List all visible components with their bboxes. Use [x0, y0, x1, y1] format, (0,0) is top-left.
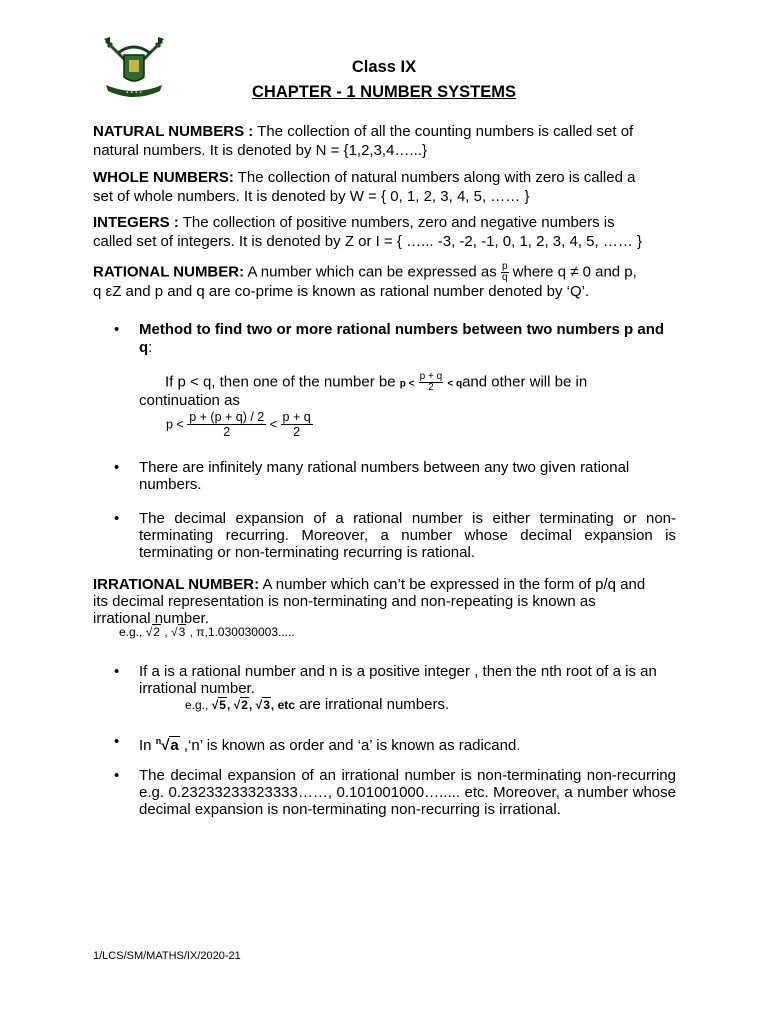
rational-line1b: where q ≠ 0 and p, [512, 263, 637, 281]
integers-line1: The collection of positive numbers, zero and negative numbers is [178, 214, 615, 231]
infinitely-many-bullet: There are infinitely many rational numbers between any two given rational numbers. [139, 459, 630, 493]
natural-line1: The collection of all the counting numbers is called set of [253, 123, 634, 140]
rational-line1a: A number which can be expressed as [244, 263, 501, 281]
chapter-title: CHAPTER - 1 NUMBER SYSTEMS [251, 83, 517, 101]
whole-line2: set of whole numbers. It is denoted by W = { 0, 1, 2, 3, 4, 5, …… } [93, 187, 530, 205]
method-heading: Method to find two or more rational numbers between two numbers p and q: [139, 321, 665, 356]
whole-line1: The collection of natural numbers along with zero is called a [233, 169, 636, 186]
integers-term: INTEGERS : [93, 214, 179, 231]
natural-numbers-term: NATURAL NUMBERS : [93, 123, 254, 140]
sqrt-5-symbol: √5 [211, 698, 226, 712]
decimal-irrational-bullet: The decimal expansion of an irrational number is non-terminating non-recurring e.g. 0.23233233323333……, 0.101001000…..... etc. Moreover, a number whose decimal expansion is non-terminating non-recurring is irrational. [139, 767, 676, 818]
footer-reference: 1/LCS/SM/MATHS/IX/2020-21 [93, 950, 241, 962]
rational-number-term: RATIONAL NUMBER: [93, 263, 245, 281]
whole-numbers-term: WHOLE NUMBERS: [93, 169, 234, 186]
irrational-number-term: IRRATIONAL NUMBER: [93, 576, 260, 593]
bullet-icon: • [114, 321, 120, 338]
method-line-c: continuation as [139, 392, 240, 409]
natural-numbers-paragraph [93, 123, 683, 160]
p-over-q-fraction: $\frac{p}{q}$ [501, 261, 508, 283]
svg-text:• • • •: • • • • [125, 90, 143, 96]
nested-fraction: $\frac{p + (p + q) / 2}{2}$ [189, 410, 265, 439]
nth-root-symbol: $^n$√a [155, 736, 179, 754]
sqrt-2-symbol: √2 [233, 698, 248, 712]
expr1-left: p < [399, 378, 415, 390]
rational-line2: q εZ and p and q are co-prime is known as rational number denoted by ‘Q’. [93, 283, 590, 300]
integers-line2: called set of integers. It is denoted by Z or I = { …... -3, -2, -1, 0, 1, 2, 3, 4, 5, …… } [93, 232, 643, 250]
pi-symbol: π [196, 625, 205, 639]
nth-root-examples: e.g., √5, √2, √3, etc are irrational numbers. [185, 696, 450, 713]
class-title: Class IX [351, 58, 417, 76]
integers-paragraph [93, 214, 683, 251]
decimal-rational-bullet: The decimal expansion of a rational number is either terminating or non-terminating recurring. Moreover, a number whose decimal expansion is terminating or non-terminating recurring is rational. [139, 510, 676, 561]
p-plus-q-over-2-fraction: $\frac{p + q}{2}$ [419, 371, 443, 393]
radicand-bullet: In $^n$√a ,‘n’ is known as order and ‘a’ is known as radicand. [139, 736, 521, 754]
expr1-right: < q [447, 378, 463, 390]
method-line-b: and other will be in [462, 373, 588, 391]
average-fraction: $\frac{p + q}{2}$ [282, 410, 311, 439]
sqrt-2-symbol: √2 [145, 625, 160, 639]
natural-line2: natural numbers. It is denoted by N = {1,2,3,4…...} [93, 141, 427, 159]
continuation-expression: p < $\frac{p + (p + q) / 2}{2}$ < $\frac{p + q}{2}$ [166, 410, 311, 439]
irrational-number-paragraph: IRRATIONAL NUMBER: A number which can’t be expressed in the form of p/q and its decimal representation is non-terminating and non-repeating is known as irrational number. [93, 576, 646, 627]
sqrt-3-symbol: √3 [171, 625, 186, 639]
irrational-examples: e.g., √2 , √3 , π,1.030030003..... [119, 625, 295, 639]
whole-numbers-paragraph [93, 169, 683, 206]
bullet-icon: • [114, 510, 120, 527]
bullet-icon: • [114, 663, 120, 680]
bullet-icon: • [114, 767, 120, 784]
bullet-icon: • [114, 459, 120, 476]
bullet-icon: • [114, 733, 120, 750]
sqrt-3-symbol: √3 [255, 698, 270, 712]
rational-number-paragraph [93, 262, 683, 302]
nth-root-bullet: If a is a rational number and n is a positive integer , then the nth root of a is an irrational number. [139, 663, 657, 697]
method-line-a: If p < q, then one of the number be p < $\frac{p + q}{2}$ < qand other will be in [165, 371, 588, 393]
